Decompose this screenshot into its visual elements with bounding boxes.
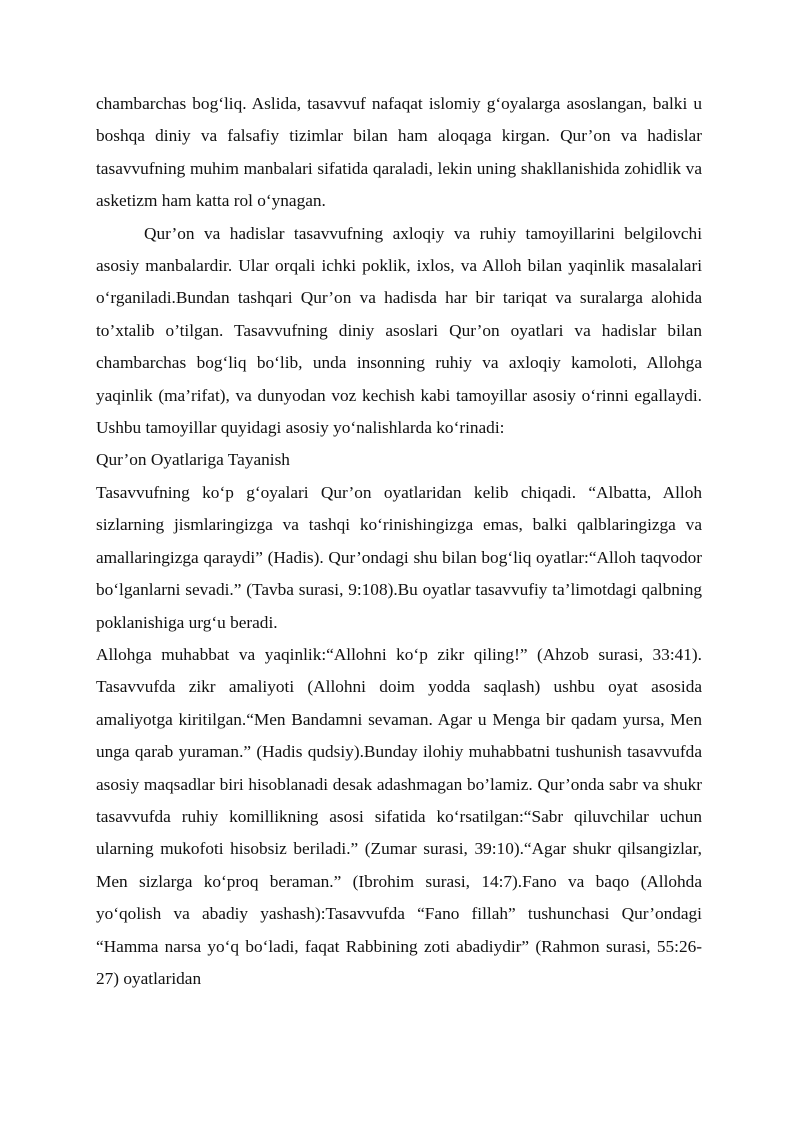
section-heading: Qur’on Oyatlariga Tayanish xyxy=(96,450,290,470)
paragraph-continuation: chambarchas bog‘liq. Aslida, tasavvuf nafaqat islomiy g‘oyalarga asoslangan, balki u boshqa diniy va falsafiy tizimlar bilan ham aloqaga kirgan. Qur’on va hadislar tasavvufning muhim manbalari sifatida qaraladi, lekin uning shakllanishida zohidlik va asketizm ham katta rol o‘ynagan. xyxy=(96,94,702,211)
document-page xyxy=(96,88,702,995)
paragraph-quran-ideas: Tasavvufning ko‘p g‘oyalari Qur’on oyatlaridan kelib chiqadi. “Albatta, Alloh sizlarning jismlaringizga va tashqi ko‘rinishingizga emas, balki qalblaringizga va amallaringizga qaraydi” (Hadis). Qur’ondagi shu bilan bog‘liq oyatlar:“Alloh taqvodor bo‘lganlarni sevadi.” (Tavba surasi, 9:108).Bu oyatlar tasavvufiy ta’limotdagi qalbning poklanishiga urg‘u beradi. xyxy=(96,482,702,632)
paragraph-sources: Qur’on va hadislar tasavvufning axloqiy va ruhiy tamoyillarini belgilovchi asosiy manbalardir. Ular orqali ichki poklik, ixlos, va Alloh bilan yaqinlik masalalari o‘rganiladi.Bundan tashqari Qur’on va hadisda har bir tariqat va suralarga alohida to’xtalib o’tilgan. Tasavvufning diniy asoslari Qur’on oyatlari va hadislar bilan chambarchas bog‘liq bo‘lib, unda insonning ruhiy va axloqiy kamoloti, Allohga yaqinlik (ma’rifat), va dunyodan voz kechish kabi tamoyillar asosiy o‘rinni egallaydi. Ushbu tamoyillar quyidagi asosiy yo‘nalishlarda ko‘rinadi: xyxy=(96,223,702,438)
paragraph-love-and-closeness: Allohga muhabbat va yaqinlik:“Allohni ko‘p zikr qiling!” (Ahzob surasi, 33:41). Tasavvufda zikr amaliyoti (Allohni doim yodda saqlash) ushbu oyat asosida amaliyotga kiritilgan.“Men Bandamni sevaman. Agar u Menga bir qadam yursa, Men unga qarab yuraman.” (Hadis qudsiy).Bunday ilohiy muhabbatni tushunish tasavvufda asosiy maqsadlar biri hisoblanadi desak adashmagan bo’lamiz. Qur’onda sabr va shukr tasavvufda ruhiy komillikning asosi sifatida ko‘rsatilgan:“Sabr qiluvchilar uchun ularning mukofoti hisobsiz beriladi.” (Zumar surasi, 39:10).“Agar shukr qilsangizlar, Men sizlarga ko‘proq beraman.” (Ibrohim surasi, 14:7).Fano va baqo (Allohda yo‘qolish va abadiy yashash):Tasavvufda “Fano fillah” tushunchasi Qur’ondagi “Hamma narsa yo‘q bo‘ladi, faqat Rabbining zoti abadiydir” (Rahmon surasi, 55:26-27) oyatlaridan xyxy=(96,644,702,988)
